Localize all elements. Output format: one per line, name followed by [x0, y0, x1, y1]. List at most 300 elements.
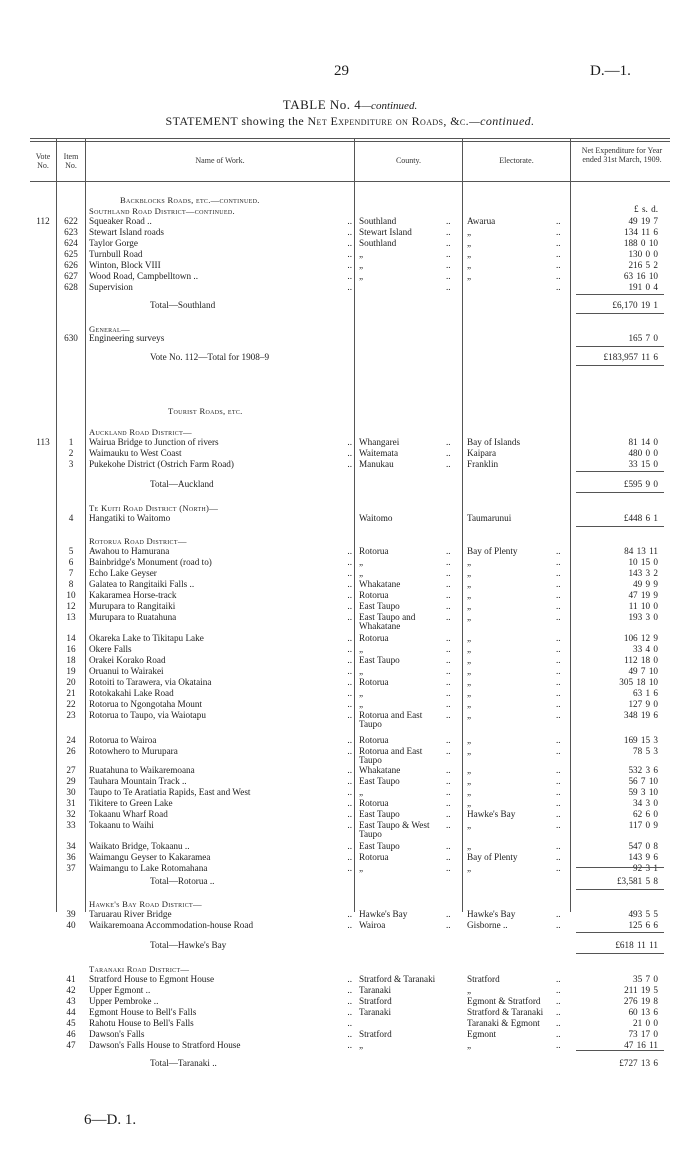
- work-name: Rotorua to Ngongotaha Mount: [89, 699, 203, 709]
- statement-main: Net Expenditure on Roads, &c.: [307, 114, 470, 128]
- county: Taranaki: [359, 1007, 392, 1017]
- electorate: Bay of Plenty: [467, 852, 518, 862]
- leader-dots: ..: [556, 249, 561, 259]
- item-number: 26: [66, 746, 76, 756]
- county: East Taupo and: [359, 612, 416, 622]
- leader-dots: ..: [347, 216, 352, 226]
- leader-dots: ..: [347, 1007, 352, 1017]
- amount: 10 15 0: [628, 557, 658, 567]
- header-name: Name of Work.: [195, 156, 245, 165]
- leader-dots: ..: [556, 568, 561, 578]
- leader-dots: ..: [347, 787, 352, 797]
- county: „: [359, 249, 364, 259]
- leader-dots: ..: [347, 590, 352, 600]
- item-number: 622: [64, 216, 78, 226]
- leader-dots: ..: [446, 841, 451, 851]
- leader-dots: ..: [347, 601, 352, 611]
- electorate: „: [467, 765, 472, 775]
- electorate: „: [467, 776, 472, 786]
- leader-dots: ..: [347, 746, 352, 756]
- leader-dots: ..: [347, 699, 352, 709]
- amount: 49 7 10: [628, 666, 658, 676]
- leader-dots: ..: [446, 282, 451, 292]
- item-number: 47: [66, 1040, 76, 1050]
- page-footer: 6—D. 1.: [84, 1112, 137, 1128]
- leader-dots: ..: [446, 852, 451, 862]
- leader-dots: ..: [446, 568, 451, 578]
- work-name: Waimangu to Lake Rotomahana: [89, 863, 208, 873]
- electorate: „: [467, 746, 472, 756]
- work-name: Bainbridge's Monument (road to): [89, 557, 212, 567]
- amount: 21 0 0: [633, 1018, 658, 1028]
- leader-dots: ..: [446, 437, 451, 447]
- leader-dots: ..: [556, 216, 561, 226]
- electorate: „: [467, 841, 472, 851]
- electorate: „: [467, 710, 472, 720]
- vote-number: 113: [36, 437, 50, 447]
- electorate: „: [467, 557, 472, 567]
- work-name: Okareka Lake to Tikitapu Lake: [89, 633, 204, 643]
- work-name: Dawson's Falls: [89, 1029, 145, 1039]
- amount: 56 7 10: [628, 776, 658, 786]
- item-number: 44: [66, 1007, 76, 1017]
- work-name: Tokaanu Wharf Road: [89, 809, 168, 819]
- county: Stratford & Taranaki: [359, 974, 436, 984]
- leader-dots: ..: [446, 710, 451, 720]
- work-name: Waimauku to West Coast: [89, 448, 182, 458]
- electorate: „: [467, 612, 472, 622]
- leader-dots: ..: [556, 787, 561, 797]
- page-number: 29: [334, 63, 349, 79]
- item-number: 12: [66, 601, 76, 611]
- currency-header: £ s. d.: [634, 204, 658, 214]
- amount: 47 16 11: [624, 1040, 658, 1050]
- section-rotorua: Rotorua Road District—: [89, 536, 187, 546]
- amount: 169 15 3: [623, 735, 658, 745]
- county: Rotorua and East: [359, 710, 423, 720]
- work-name: Engineering surveys: [89, 333, 165, 343]
- amount: 59 3 10: [628, 787, 658, 797]
- work-name: Tikitere to Green Lake: [89, 798, 173, 808]
- leader-dots: ..: [446, 227, 451, 237]
- leader-dots: ..: [347, 666, 352, 676]
- leader-dots: ..: [347, 459, 352, 469]
- total-label: Total—Taranaki ..: [150, 1058, 217, 1068]
- leader-dots: ..: [556, 238, 561, 248]
- item-number: 626: [64, 260, 78, 270]
- header-expenditure: Net Expenditure for Year ended 31st March, 1909.: [581, 146, 663, 164]
- section-auckland: Auckland Road District—: [89, 427, 192, 437]
- total-label: Total—Rotorua ..: [150, 876, 215, 886]
- amount: 106 12 9: [623, 633, 658, 643]
- county: Wairoa: [359, 920, 386, 930]
- leader-dots: ..: [556, 271, 561, 281]
- work-name: Taylor Gorge: [89, 238, 138, 248]
- county-continued: Whakatane: [359, 621, 401, 631]
- work-name: Turnbull Road: [89, 249, 143, 259]
- work-name: Murupara to Ruatahuna: [89, 612, 177, 622]
- leader-dots: ..: [556, 996, 561, 1006]
- amount: 493 5 5: [628, 909, 658, 919]
- work-name: Hangatiki to Waitomo: [89, 513, 171, 523]
- section-te-kuiti: Te Kuiti Road District (North)—: [89, 503, 219, 513]
- item-number: 1: [68, 437, 74, 447]
- county-continued: Taupo: [359, 829, 382, 839]
- item-number: 36: [66, 852, 76, 862]
- electorate: „: [467, 798, 472, 808]
- item-number: 22: [66, 699, 76, 709]
- item-number: 630: [64, 333, 78, 343]
- work-name: Waikaremoana Accommodation-house Road: [89, 920, 254, 930]
- work-name: Waikato Bridge, Tokaanu ..: [89, 841, 190, 851]
- leader-dots: ..: [446, 557, 451, 567]
- leader-dots: ..: [556, 1007, 561, 1017]
- item-number: 4: [68, 513, 74, 523]
- header-county: County.: [395, 156, 422, 165]
- county: East Taupo: [359, 841, 400, 851]
- item-number: 42: [66, 985, 76, 995]
- leader-dots: ..: [347, 249, 352, 259]
- leader-dots: ..: [446, 820, 451, 830]
- item-number: 33: [66, 820, 76, 830]
- county: East Taupo & West: [359, 820, 430, 830]
- leader-dots: ..: [556, 666, 561, 676]
- county: Whakatane: [359, 579, 401, 589]
- leader-dots: ..: [556, 227, 561, 237]
- statement-suffix: —continued.: [469, 114, 535, 128]
- amount: 78 5 3: [633, 746, 658, 756]
- amount: 211 19 5: [624, 985, 658, 995]
- county: Hawke's Bay: [359, 909, 408, 919]
- leader-dots: ..: [446, 216, 451, 226]
- work-name: Okere Falls: [89, 644, 132, 654]
- col-divider-4: [462, 138, 463, 912]
- amount: 47 19 9: [628, 590, 658, 600]
- leader-dots: ..: [556, 1018, 561, 1028]
- leader-dots: ..: [446, 546, 451, 556]
- county: Waitomo: [359, 513, 393, 523]
- item-number: 29: [66, 776, 76, 786]
- leader-dots: ..: [556, 809, 561, 819]
- work-name: Echo Lake Geyser: [89, 568, 157, 578]
- amount: 63 16 10: [623, 271, 658, 281]
- leader-dots: ..: [556, 260, 561, 270]
- county: Rotorua: [359, 633, 389, 643]
- county: „: [359, 699, 364, 709]
- county: Whakatane: [359, 765, 401, 775]
- county: „: [359, 666, 364, 676]
- leader-dots: ..: [556, 852, 561, 862]
- county: Southland: [359, 238, 397, 248]
- leader-dots: ..: [347, 820, 352, 830]
- leader-dots: ..: [347, 1040, 352, 1050]
- item-number: 27: [66, 765, 76, 775]
- item-number: 23: [66, 710, 76, 720]
- amount: 35 7 0: [633, 974, 658, 984]
- county: Rotorua: [359, 546, 389, 556]
- leader-dots: ..: [446, 590, 451, 600]
- sum-rule: [576, 932, 664, 933]
- section-backblocks: Backblocks Roads, etc.—continued.: [120, 195, 260, 205]
- work-name: Upper Egmont ..: [89, 985, 151, 995]
- leader-dots: ..: [556, 841, 561, 851]
- electorate: „: [467, 633, 472, 643]
- work-name: Rotorua to Taupo, via Waiotapu: [89, 710, 206, 720]
- electorate: Gisborne ..: [467, 920, 508, 930]
- item-number: 31: [66, 798, 76, 808]
- leader-dots: ..: [556, 820, 561, 830]
- item-number: 40: [66, 920, 76, 930]
- sum-rule: [576, 294, 664, 295]
- sum-rule: [576, 492, 664, 493]
- electorate: Bay of Plenty: [467, 546, 518, 556]
- amount: 49 19 7: [628, 216, 658, 226]
- item-number: 45: [66, 1018, 76, 1028]
- county: „: [359, 568, 364, 578]
- leader-dots: ..: [347, 1018, 352, 1028]
- leader-dots: ..: [347, 765, 352, 775]
- amount: 33 4 0: [633, 644, 658, 654]
- leader-dots: ..: [556, 590, 561, 600]
- table-top-rule-2: [30, 141, 670, 142]
- work-name: Wood Road, Campbelltown ..: [89, 271, 198, 281]
- amount: 11 10 0: [628, 601, 658, 611]
- item-number: 19: [66, 666, 76, 676]
- work-name: Upper Pembroke ..: [89, 996, 159, 1006]
- leader-dots: ..: [446, 271, 451, 281]
- total-label: Total—Auckland: [150, 479, 214, 489]
- leader-dots: ..: [446, 776, 451, 786]
- electorate: Taumarunui: [467, 513, 512, 523]
- county: Stratford: [359, 1029, 392, 1039]
- amount: 130 0 0: [628, 249, 658, 259]
- leader-dots: ..: [347, 568, 352, 578]
- work-name: Egmont House to Bell's Falls: [89, 1007, 197, 1017]
- leader-dots: ..: [446, 920, 451, 930]
- amount: 305 18 10: [619, 677, 658, 687]
- amount: 34 3 0: [633, 798, 658, 808]
- electorate: „: [467, 568, 472, 578]
- electorate: „: [467, 238, 472, 248]
- county: Rotorua and East: [359, 746, 423, 756]
- leader-dots: ..: [347, 985, 352, 995]
- amount: 84 13 11: [624, 546, 658, 556]
- county: Rotorua: [359, 590, 389, 600]
- county-continued: Taupo: [359, 755, 382, 765]
- leader-dots: ..: [446, 787, 451, 797]
- leader-dots: ..: [347, 437, 352, 447]
- leader-dots: ..: [347, 852, 352, 862]
- leader-dots: ..: [446, 612, 451, 622]
- amount: £448 6 1: [623, 513, 658, 523]
- work-name: Ruatahuna to Waikaremoana: [89, 765, 195, 775]
- leader-dots: ..: [556, 612, 561, 622]
- leader-dots: ..: [446, 699, 451, 709]
- amount: 191 0 4: [628, 282, 658, 292]
- amount: 143 9 6: [628, 852, 658, 862]
- item-number: 34: [66, 841, 76, 851]
- leader-dots: ..: [556, 746, 561, 756]
- work-name: Stewart Island roads: [89, 227, 165, 237]
- sum-rule: [576, 953, 664, 954]
- item-number: 624: [64, 238, 78, 248]
- work-name: Orakei Korako Road: [89, 655, 166, 665]
- item-number: 16: [66, 644, 76, 654]
- leader-dots: ..: [347, 612, 352, 622]
- work-name: Tauhara Mountain Track ..: [89, 776, 187, 786]
- leader-dots: ..: [347, 579, 352, 589]
- leader-dots: ..: [556, 557, 561, 567]
- county: Rotorua: [359, 798, 389, 808]
- sum-rule: [576, 313, 664, 314]
- electorate: „: [467, 249, 472, 259]
- amount: 60 13 6: [628, 1007, 658, 1017]
- sum-rule: [576, 526, 664, 527]
- leader-dots: ..: [556, 546, 561, 556]
- amount: 134 11 6: [624, 227, 658, 237]
- item-number: 14: [66, 633, 76, 643]
- electorate: „: [467, 699, 472, 709]
- total-amount: £727 13 6: [619, 1058, 658, 1068]
- leader-dots: ..: [446, 633, 451, 643]
- county: „: [359, 1040, 364, 1050]
- county: „: [359, 271, 364, 281]
- item-number: 2: [68, 448, 74, 458]
- county: Rotorua: [359, 677, 389, 687]
- leader-dots: ..: [347, 809, 352, 819]
- electorate: „: [467, 655, 472, 665]
- electorate: „: [467, 820, 472, 830]
- electorate: Egmont & Stratford: [467, 996, 541, 1006]
- leader-dots: ..: [347, 841, 352, 851]
- leader-dots: ..: [556, 677, 561, 687]
- work-name: Stratford House to Egmont House: [89, 974, 215, 984]
- amount: 193 3 0: [628, 612, 658, 622]
- electorate: Awarua: [467, 216, 496, 226]
- item-number: 13: [66, 612, 76, 622]
- work-name: Taupo to Te Aratiatia Rapids, East and West: [89, 787, 251, 797]
- leader-dots: ..: [556, 655, 561, 665]
- leader-dots: ..: [446, 746, 451, 756]
- header-electorate: Electorate.: [499, 156, 534, 165]
- item-number: 41: [66, 974, 76, 984]
- county: Waitemata: [359, 448, 399, 458]
- leader-dots: ..: [347, 271, 352, 281]
- work-name: Rotoiti to Tarawera, via Okataina: [89, 677, 212, 687]
- leader-dots: ..: [347, 688, 352, 698]
- leader-dots: ..: [347, 974, 352, 984]
- section-general: General—: [89, 324, 130, 334]
- statement-prefix: STATEMENT showing the: [165, 114, 308, 128]
- sum-rule: [576, 365, 664, 366]
- col-divider-2: [85, 138, 86, 912]
- leader-dots: ..: [446, 765, 451, 775]
- leader-dots: ..: [556, 765, 561, 775]
- work-name: Oruanui to Wairakei: [89, 666, 164, 676]
- leader-dots: ..: [446, 601, 451, 611]
- county: East Taupo: [359, 655, 400, 665]
- item-number: 20: [66, 677, 76, 687]
- amount: 143 3 2: [628, 568, 658, 578]
- leader-dots: ..: [556, 601, 561, 611]
- leader-dots: ..: [446, 238, 451, 248]
- amount: 62 6 0: [633, 809, 658, 819]
- county: Stewart Island: [359, 227, 412, 237]
- work-name: Winton, Block VIII: [89, 260, 161, 270]
- item-number: 5: [68, 546, 74, 556]
- electorate: „: [467, 985, 472, 995]
- amount: 63 1 6: [633, 688, 658, 698]
- work-name: Rotowhero to Murupara: [89, 746, 178, 756]
- leader-dots: ..: [446, 459, 451, 469]
- electorate: „: [467, 227, 472, 237]
- county-continued: Taupo: [359, 719, 382, 729]
- county: „: [359, 863, 364, 873]
- leader-dots: ..: [556, 282, 561, 292]
- leader-dots: ..: [556, 644, 561, 654]
- section-hawkes-bay: Hawke's Bay Road District—: [89, 899, 202, 909]
- item-number: 3: [68, 459, 74, 469]
- item-number: 30: [66, 787, 76, 797]
- vote-total-label: Vote No. 112—Total for 1908–9: [150, 352, 270, 362]
- county: Rotorua: [359, 735, 389, 745]
- leader-dots: ..: [446, 909, 451, 919]
- leader-dots: ..: [347, 863, 352, 873]
- amount: 125 6 6: [628, 920, 658, 930]
- total-amount: £3,581 5 8: [616, 876, 658, 886]
- leader-dots: ..: [446, 579, 451, 589]
- leader-dots: ..: [347, 557, 352, 567]
- leader-dots: ..: [556, 735, 561, 745]
- electorate: Stratford: [467, 974, 500, 984]
- leader-dots: ..: [347, 238, 352, 248]
- amount: 73 17 0: [628, 1029, 658, 1039]
- electorate: „: [467, 579, 472, 589]
- leader-dots: ..: [556, 710, 561, 720]
- amount: 188 0 10: [623, 238, 658, 248]
- total-label: Total—Southland: [150, 300, 216, 310]
- leader-dots: ..: [446, 249, 451, 259]
- leader-dots: ..: [347, 909, 352, 919]
- county: East Taupo: [359, 809, 400, 819]
- section-taranaki: Taranaki Road District—: [89, 964, 190, 974]
- electorate: „: [467, 863, 472, 873]
- work-name: Supervision: [89, 282, 133, 292]
- vote-total-amount: £183,957 11 6: [603, 352, 658, 362]
- work-name: Murupara to Rangitaiki: [89, 601, 176, 611]
- work-name: Kakaramea Horse-track: [89, 590, 177, 600]
- amount: 480 0 0: [628, 448, 658, 458]
- amount: 276 19 8: [623, 996, 658, 1006]
- electorate: Taranaki & Egmont: [467, 1018, 540, 1028]
- leader-dots: ..: [347, 776, 352, 786]
- header-bottom-rule: [30, 181, 670, 182]
- work-name: Pukekohe District (Ostrich Farm Road): [89, 459, 234, 469]
- electorate: „: [467, 601, 472, 611]
- sum-rule: [576, 346, 664, 347]
- col-divider-3: [354, 138, 355, 912]
- item-number: 628: [64, 282, 78, 292]
- electorate: Bay of Islands: [467, 437, 521, 447]
- item-number: 623: [64, 227, 78, 237]
- leader-dots: ..: [446, 260, 451, 270]
- work-name: Rahotu House to Bell's Falls: [89, 1018, 194, 1028]
- item-number: 10: [66, 590, 76, 600]
- county: Stratford: [359, 996, 392, 1006]
- leader-dots: ..: [556, 974, 561, 984]
- leader-dots: ..: [446, 863, 451, 873]
- leader-dots: ..: [347, 1029, 352, 1039]
